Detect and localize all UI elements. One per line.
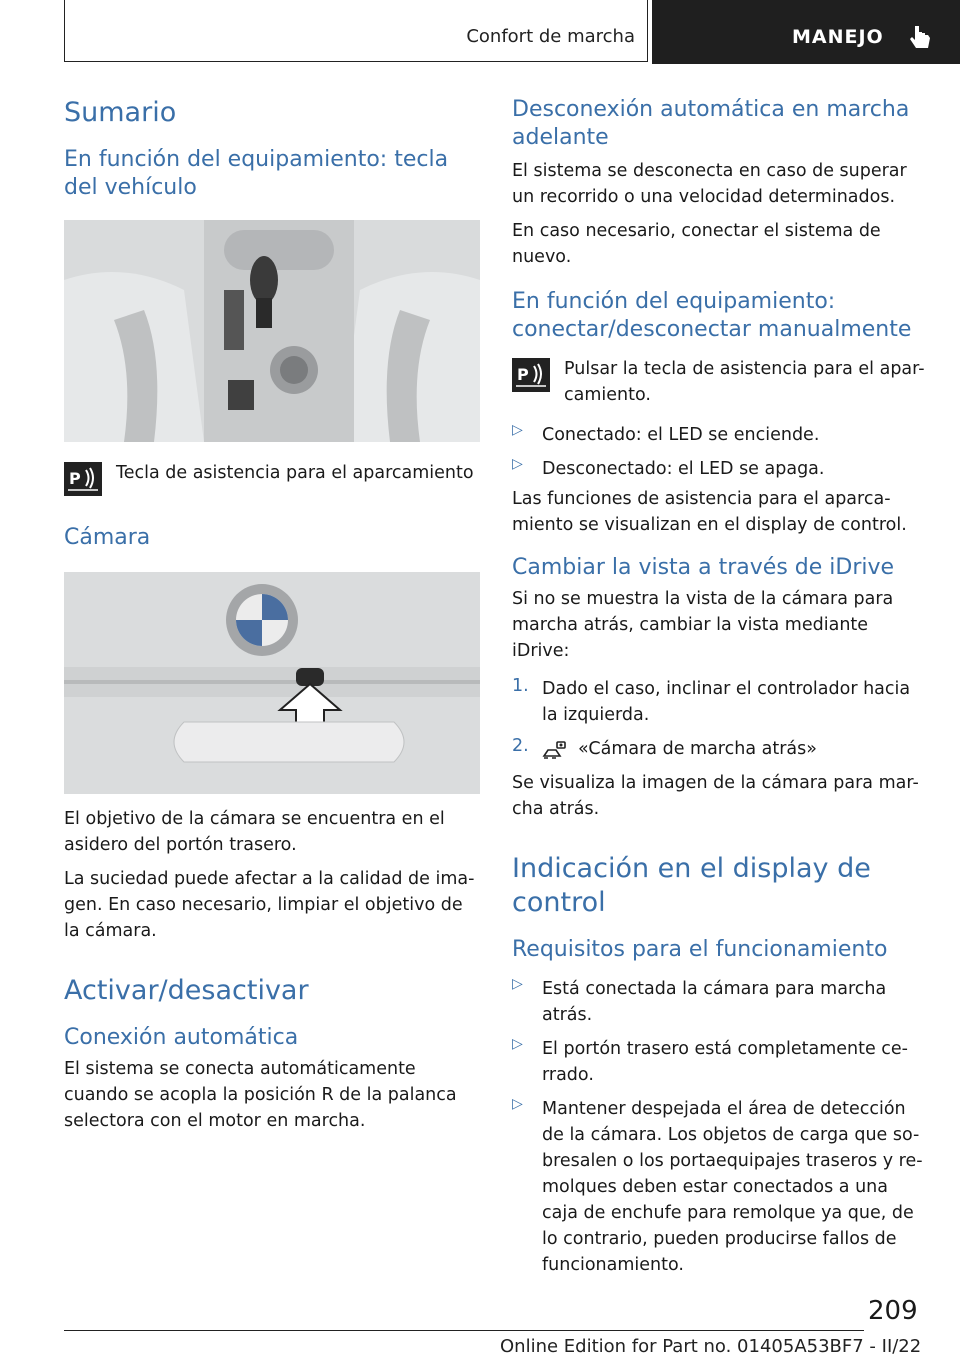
heading-sumario: Sumario [64, 97, 177, 128]
step-label: «Cámara de marcha atrás» [578, 739, 817, 759]
bullet-text: Mantener despejada el área de detección de la cámara. Los objetos de carga que so-bresalen o los portaequipajes traseros y re-molques deben estar conectados a una caja de enchufe para remolque ya que, de lo contrario, pueden producirse fallos de funcionamiento. [542, 1099, 923, 1275]
park-assist-icon [512, 358, 550, 392]
list-item [512, 676, 928, 728]
tailgate-camera-photo [64, 572, 480, 794]
list-item [512, 736, 928, 762]
heading-tecla: En función del equipamiento: tecla del vehículo [64, 147, 449, 200]
chapter-tab [652, 0, 960, 64]
pdc-caption-row [64, 460, 480, 500]
list-item [512, 1036, 928, 1088]
heading-requisitos: Requisitos para el funcionamiento [512, 937, 888, 962]
step-number: 1. [512, 676, 529, 696]
step-text: Dado el caso, inclinar el controlador hacia la izquierda. [542, 679, 911, 725]
pulsar-row [512, 356, 928, 408]
list-item [512, 976, 928, 1028]
bullet-text: Desconectado: el LED se apaga. [542, 459, 825, 479]
paragraph-conectar-nuevo: En caso necesario, conectar el sistema de nuevo. [512, 221, 881, 267]
paragraph-pulsar: Pulsar la tecla de asistencia para el apar-camiento. [564, 359, 925, 405]
heading-camara: Cámara [64, 525, 151, 550]
svg-text:P: P [69, 469, 81, 488]
triangle-right-icon: ▷ [512, 976, 523, 992]
bullet-text: Está conectada la cámara para marcha atrás. [542, 979, 887, 1025]
heading-desconexion: Desconexión automática en marcha adelante [512, 97, 910, 150]
paragraph-funciones: Las funciones de asistencia para el aparca-miento se visualizan en el display de control. [512, 489, 907, 535]
page-number: 209 [868, 1296, 918, 1326]
bullet-text: Conectado: el LED se enciende. [542, 425, 820, 445]
heading-idrive: Cambiar la vista a través de iDrive [512, 555, 895, 580]
paragraph-visualiza: Se visualiza la imagen de la cámara para mar-cha atrás. [512, 773, 919, 819]
left-column [64, 96, 480, 1134]
pdc-caption: Tecla de asistencia para el aparcamiento [116, 463, 474, 483]
edition-note: Online Edition for Part no. 01405A53BF7 - II/22 [500, 1336, 922, 1357]
section-title: Confort de marcha [466, 26, 635, 47]
triangle-right-icon: ▷ [512, 1036, 523, 1052]
park-assist-icon [64, 462, 102, 496]
heading-indicacion: Indicación en el display de control [512, 853, 871, 918]
list-item [512, 422, 928, 448]
step-text [542, 736, 928, 762]
bullet-text: El portón trasero está completamente ce-rrado. [542, 1039, 908, 1085]
heading-conexion: Conexión automática [64, 1025, 299, 1050]
triangle-right-icon: ▷ [512, 422, 523, 438]
step-number: 2. [512, 736, 529, 756]
list-item [512, 456, 928, 482]
page-header [64, 0, 960, 64]
heading-manual: En función del equipamiento: conectar/desconectar manualmente [512, 289, 912, 342]
section-tab [64, 0, 648, 62]
svg-text:P: P [517, 365, 529, 384]
heading-activar: Activar/desactivar [64, 975, 309, 1006]
rear-camera-icon [542, 740, 568, 760]
paragraph-idrive: Si no se muestra la vista de la cámara para marcha atrás, cambiar la vista mediante iDrive: [512, 589, 894, 661]
triangle-right-icon: ▷ [512, 456, 523, 472]
hand-pointer-icon [908, 24, 934, 52]
triangle-right-icon: ▷ [512, 1096, 523, 1112]
paragraph-desconexion: El sistema se desconecta en caso de superar un recorrido o una velocidad determinados. [512, 161, 907, 207]
paragraph-conexion: El sistema se conecta automáticamente cuando se acopla la posición R de la palanca selectora con el motor en marcha. [64, 1059, 457, 1131]
chapter-title: MANEJO [792, 26, 884, 48]
footer-divider [64, 1330, 864, 1331]
center-console-photo [64, 220, 480, 442]
paragraph-objetivo: El objetivo de la cámara se encuentra en el asidero del portón trasero. [64, 809, 445, 855]
list-item [512, 1096, 928, 1278]
paragraph-suciedad: La suciedad puede afectar a la calidad de ima-gen. En caso necesario, limpiar el objetivo de la cámara. [64, 869, 475, 941]
right-column [512, 96, 928, 1278]
